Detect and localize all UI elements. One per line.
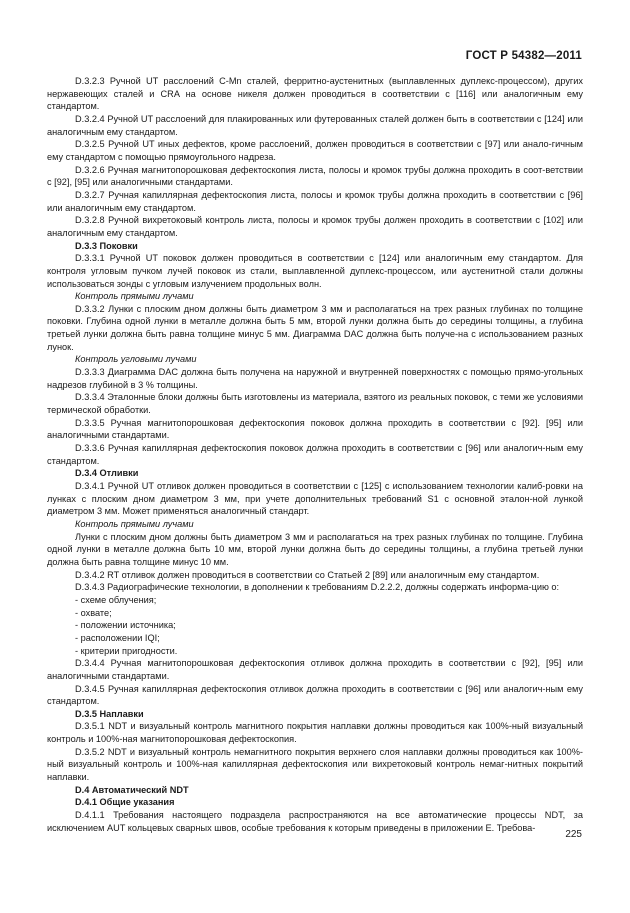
section-heading-d4: D.4 Автоматический NDT (75, 784, 189, 795)
paragraph-d3-4-1: D.3.4.1 Ручной UT отливок должен проводиться в соответствии с [125] с использованием технологии калиб-ровки на лунках с плоским дном диаметром 3 мм, при учете дополнительных требований S1 с основной эталон-ной лункой диаметром 3 мм. Может применяться аналогичный стандарт. (47, 481, 584, 517)
paragraph-d3-3-4: D.3.3.4 Эталонные блоки должны быть изготовлены из материала, взятого из реальных поковок, с теми же условиями термической обработки. (47, 392, 584, 416)
paragraph-d3-2-6: D.3.2.6 Ручная магнитопорошковая дефектоскопия листа, полосы и кромок трубы должна проходить в соот-ветствии с [92], [95] или аналогичными стандартами. (47, 164, 583, 188)
paragraph-d3-5-2: D.3.5.2 NDT и визуальный контроль немагнитного покрытия верхнего слоя наплавки должны проводиться как 100%-ный визуальный контроль и 100%-ная капиллярная дефектоскопия или вихретоковый контроль немаг-нитных покрытий наплавки. (47, 746, 583, 783)
list-item: - схеме облучения; (75, 594, 157, 605)
list-item: - расположении IQI; (75, 632, 160, 643)
paragraph-d4-1-1: D.4.1.1 Требования настоящего подраздела распространяются на все автоматические процессы NDT, за исключением AUT кольцевых сварных швов, особые требования к которым приведены в приложении E. Требова- (47, 810, 583, 833)
paragraph-d3-3-1: D.3.3.1 Ручной UT поковок должен проводиться в соответствии с [124] или аналогичным ему стандартом. Для контроля угловым пучком лучей поковок из стали, выплавленной дуплекс-процессом, или аустенитной стали должны использоваться зонды с угловым излучением продольных волн. (47, 253, 583, 289)
paragraph-d3-3-5: D.3.3.5 Ручная магнитопорошковая дефектоскопия поковок должна проходить в соответствии с [92]. [95] или аналогичными стандартами. (47, 417, 583, 441)
subheading-straight-beam-castings: Контроль прямыми лучами (75, 518, 194, 529)
paragraph-d3-2-5: D.3.2.5 Ручной UT иных дефектов, кроме расслоений, должен проводиться в соответствии с [97] или анало-гичным ему стандартом с помощью прямоугольного надреза. (47, 139, 583, 162)
paragraph-d3-2-4: D.3.2.4 Ручной UT расслоений для плакированных или футерованных сталей должен быть в соответствии с [124] или аналогичным ему стандартом. (47, 113, 583, 137)
paragraph-castings-holes: Лунки с плоским дном должны быть диаметром 3 мм и располагаться на трех разных глубинах по толщине. Глубина одной лунки в металле должна быть 10 мм, второй лунки должна быть до середины толщины, а глубина третьей лунки должна быть равна толщине минус 10 мм. (47, 531, 584, 567)
list-item: - охвате; (75, 607, 112, 618)
paragraph-d3-4-2: D.3.4.2 RT отливок должен проводиться в соответствии со Статьей 2 [89] или аналогичным ему стандартом. (75, 569, 540, 580)
paragraph-d3-5-1: D.3.5.1 NDT и визуальный контроль магнитного покрытия наплавки должны проводиться как 100%-ный визуальный контроль и 100%-ная магнитопорошковая дефектоскопия. (47, 721, 583, 745)
paragraph-d3-4-3: D.3.4.3 Радиографические технологии, в дополнении к требованиям D.2.2.2, должны содержать информа-цию о: (75, 582, 560, 593)
page-number: 225 (565, 829, 582, 840)
paragraph-d3-4-5: D.3.4.5 Ручная капиллярная дефектоскопия отливок должна проходить в соответствии с [96] или аналогич-ным ему стандартом. (47, 683, 583, 707)
document-body (47, 75, 583, 834)
list-item: - критерии пригодности. (75, 645, 178, 656)
section-heading-d3-3: D.3.3 Поковки (75, 240, 138, 251)
subheading-angle-beam: Контроль угловыми лучами (75, 354, 197, 365)
paragraph-d3-2-3: D.3.2.3 Ручной UT расслоений C-Mn сталей, ферритно-аустенитных (выплавленных дуплекс-процессом), других нержавеющих сталей и CRA на основе никеля должен проводиться в соответствии с [116] или аналогичным ему стандартом. (47, 76, 583, 112)
section-heading-d4-1: D.4.1 Общие указания (75, 797, 175, 808)
paragraph-d3-2-7: D.3.2.7 Ручная капиллярная дефектоскопия листа, полосы и кромок трубы должна проходить в соответствии с [96] или аналогичным ему стандартом. (47, 189, 583, 213)
subheading-straight-beam: Контроль прямыми лучами (75, 291, 194, 302)
list-item: - положении источника; (75, 620, 176, 631)
paragraph-d3-3-2: D.3.3.2 Лунки с плоским дном должны быть диаметром 3 мм и располагаться на трех разных глубинах по толщине поковки. Глубина одной лунки в металле должна быть 5 мм, второй лунки должна быть до середины толщины, а глубина третьей лунки должна быть равна толщине минус 5 мм. Диаграмма DAC должна быть получе-на с использованием разных лунок. (47, 303, 584, 352)
paragraph-d3-3-3: D.3.3.3 Диаграмма DAC должна быть получена на наружной и внутренней поверхностях с помощью прямо-угольных надрезов глубиной в 3 % толщины. (47, 367, 583, 390)
document-code: ГОСТ Р 54382—2011 (465, 50, 582, 62)
paragraph-d3-3-6: D.3.3.6 Ручная капиллярная дефектоскопия поковок должна проходить в соответствии с [96] или аналогич-ным ему стандартом. (47, 443, 584, 466)
paragraph-d3-2-8: D.3.2.8 Ручной вихретоковый контроль листа, полосы и кромок трубы должен проходить в соответствии с [102] или аналогичным ему стандартом. (47, 215, 583, 238)
section-heading-d3-4: D.3.4 Отливки (75, 468, 139, 479)
paragraph-d3-4-4: D.3.4.4 Ручная магнитопорошковая дефектоскопия отливок должна проходить в соответствии с [92], [95] или аналогичными стандартами. (47, 658, 583, 681)
section-heading-d3-5: D.3.5 Наплавки (75, 708, 144, 719)
